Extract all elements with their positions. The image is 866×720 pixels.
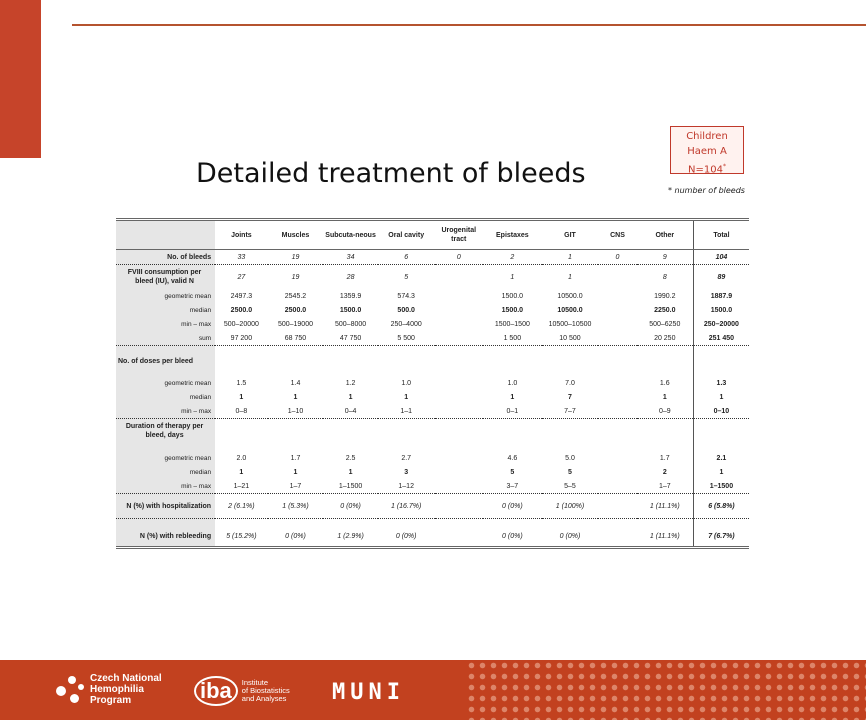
footer-band [0,660,866,720]
iba-logo [194,676,290,706]
cell: 2500.0 [284,306,307,314]
cell [435,390,484,404]
left-accent-bar [0,0,41,158]
cell: 47 750 [323,331,378,346]
cell: 0–1 [483,404,542,419]
cell-total: 1–1500 [693,479,749,494]
cell: 1 [293,468,298,476]
cell: 3 [404,468,409,476]
cell: 1–12 [378,479,435,494]
col-header: Other [637,220,694,250]
cell: 1.2 [345,379,356,387]
table-row [116,404,749,419]
cohort-line1: Children [686,131,728,142]
cell: 1.7 [290,454,301,462]
row-label: median [116,465,215,479]
cell: 1.4 [290,379,301,387]
cell: 28 [346,273,355,281]
chnp-line2: Hemophilia [90,683,144,695]
table-row [116,527,749,547]
cell: 1500.0 [339,306,362,314]
cell [435,265,484,290]
cell [598,451,636,465]
row-label: min – max [116,479,215,494]
cell: 1 [542,250,599,265]
row-label: geometric mean [116,451,215,465]
cell: 1359.9 [339,292,362,300]
table-row [116,289,749,303]
cell: 1–1500 [323,479,378,494]
cell: 1 (2.9%) [323,527,378,547]
cohort-line2: Haem A [687,146,727,157]
row-label: min – max [116,404,215,419]
bleeds-table [116,218,749,549]
cell: 1 [348,393,353,401]
cell [435,451,484,465]
footnote: * number of bleeds [668,186,745,195]
cell-total: 1887.9 [693,289,749,303]
cell: 1 [662,393,667,401]
cell: 500–8000 [335,320,367,328]
cell: 1–10 [268,404,324,419]
cell: 10 500 [542,331,599,346]
cell: 5–5 [542,479,599,494]
cell-total: 2.1 [693,451,749,465]
cell-total: 1 [693,465,749,479]
cell [435,376,484,390]
cell: 5.0 [565,454,575,462]
cell-total: 6 (5.8%) [693,494,749,519]
cell: 1 [239,393,244,401]
footer-dot-pattern [466,660,866,720]
cell: 1.6 [659,379,670,387]
cell: 5 [404,273,409,281]
cohort-box [670,126,744,174]
iba-line1: Institute [241,678,269,687]
cell [598,494,636,519]
cell: 1500.0 [501,292,524,300]
cell: 5 500 [378,331,435,346]
cell-total: 7 (6.7%) [693,527,749,547]
cell: 33 [215,250,268,265]
chnp-logo [56,672,162,706]
cell: 2497.3 [230,292,253,300]
cell: 8 [662,273,667,281]
cell: 7.0 [565,379,575,387]
row-label: min – max [116,317,215,331]
cell [598,390,636,404]
cell: 1–7 [637,479,694,494]
row-label: Duration of therapy per bleed, days [116,419,215,444]
cell [435,331,484,346]
chnp-line3: Program [90,694,132,706]
cell: 1–1 [378,404,435,419]
cell: 0 (0%) [378,527,435,547]
iba-mark: iba [194,676,238,706]
cell: 1 [568,273,572,281]
cell-total: 1.3 [693,376,749,390]
cell: 1 [348,468,353,476]
cell: 2545.2 [284,292,307,300]
cell: 2.7 [401,454,412,462]
row-label: No. of doses per bleed [116,354,215,368]
cell: 1 [239,468,244,476]
cell-total: 251 450 [693,331,749,346]
cell [598,289,636,303]
cell-total: 0–10 [693,404,749,419]
cell [598,376,636,390]
cell: 1 (11.1%) [637,494,694,519]
row-label: No. of bleeds [116,250,215,265]
cell [598,265,636,290]
table-row [116,331,749,346]
row-label: N (%) with rebleeding [116,527,215,547]
cell: 1.0 [401,379,412,387]
cell: 1 (100%) [542,494,599,519]
cell: 1 [510,273,515,281]
col-header: Muscles [268,220,324,250]
cell-total: 250–20000 [693,317,749,331]
table-row [116,419,749,444]
cell: 1.5 [236,379,247,387]
table-row [116,303,749,317]
iba-line3: and Analyses [241,694,287,703]
cell: 1.0 [507,379,518,387]
cell: 6 [378,250,435,265]
cell: 34 [323,250,378,265]
table-row [116,479,749,494]
cell [598,465,636,479]
cell: 0 (0%) [268,527,324,547]
row-label: median [116,390,215,404]
cell-total: 1500.0 [693,303,749,317]
slide-title: Detailed treatment of bleeds [196,158,586,189]
cell: 9 [637,250,694,265]
col-header: GIT [542,220,599,250]
cell: 2.0 [236,454,247,462]
cell-total: 89 [693,265,749,290]
col-header: CNS [598,220,636,250]
muni-logo: MUNI [332,680,405,705]
cell [598,331,636,346]
row-label: FVIII consumption per bleed (IU), valid N [116,265,215,290]
cell [598,527,636,547]
cell: 500–6250 [649,320,681,328]
cell: 2250.0 [654,306,676,314]
cell: 0 (0%) [483,494,542,519]
cell: 1 [510,393,515,401]
header-row [116,220,749,250]
row-label: geometric mean [116,376,215,390]
iba-line2: of Biostatistics [241,686,290,695]
cell: 2.5 [345,454,356,462]
row-label: sum [116,331,215,346]
cell: 27 [237,273,246,281]
chnp-molecule-icon [56,672,84,706]
table-row [116,265,749,290]
cell: 1500.0 [501,306,524,314]
cohort-line3: N=104 [688,164,723,176]
col-header-total: Total [693,220,749,250]
cell [435,527,484,547]
cell: 1990.2 [654,292,676,300]
cell: 7–7 [542,404,599,419]
cell [435,494,484,519]
col-header: Urogenital tract [435,220,484,250]
cohort-mark: * [722,163,726,170]
cell: 4.6 [507,454,518,462]
cell: 500.0 [397,306,415,314]
cell [435,303,484,317]
cell: 2 [662,468,667,476]
cell: 5 [510,468,515,476]
cell: 1 [404,393,409,401]
cell: 7 [568,393,572,401]
cell [435,465,484,479]
cell: 0 [598,250,636,265]
cell-total: 104 [693,250,749,265]
cell: 10500–10500 [548,320,592,328]
cell: 0 [435,250,484,265]
header-corner [116,220,215,250]
row-label: N (%) with hospitalization [116,494,215,519]
row-label: median [116,303,215,317]
cell [435,289,484,303]
cell: 1–7 [268,479,324,494]
table-row [116,494,749,519]
col-header: Epistaxes [483,220,542,250]
cell: 2500.0 [230,306,253,314]
cell: 0–9 [637,404,694,419]
cell: 10500.0 [557,292,583,300]
cell: 19 [291,273,300,281]
cell: 2 (6.1%) [215,494,268,519]
cell [435,404,484,419]
cell: 20 250 [637,331,694,346]
cell: 500–20000 [223,320,259,328]
cell [598,303,636,317]
cell: 0 (0%) [323,494,378,519]
col-header: Joints [215,220,268,250]
table-row [116,390,749,404]
col-header: Subcuta-neous [323,220,378,250]
cell: 0 (0%) [542,527,599,547]
cell-total: 1 [693,390,749,404]
cell: 1 [293,393,298,401]
top-rule [72,24,866,26]
table-row [116,451,749,465]
cell: 250–4000 [390,320,422,328]
cell: 3–7 [483,479,542,494]
table-row [116,317,749,331]
cell: 0–8 [215,404,268,419]
cell: 574.3 [397,292,415,300]
cell: 0–4 [323,404,378,419]
row-label: geometric mean [116,289,215,303]
cell: 500–19000 [277,320,313,328]
cell [435,479,484,494]
cell [598,479,636,494]
cell: 1 (11.1%) [637,527,694,547]
cell: 0 (0%) [483,527,542,547]
table-row [116,376,749,390]
cell: 1500–1500 [494,320,530,328]
table-row [116,354,749,368]
cell: 5 [568,468,572,476]
cell: 1.7 [659,454,670,462]
cell [598,317,636,331]
cell: 1 (5.3%) [268,494,324,519]
cell: 19 [268,250,324,265]
cell: 1 500 [483,331,542,346]
cell: 10500.0 [557,306,583,314]
col-header: Oral cavity [378,220,435,250]
cell [435,317,484,331]
cell: 2 [483,250,542,265]
table-row [116,250,749,265]
cell: 5 (15.2%) [215,527,268,547]
cell [598,404,636,419]
cell: 97 200 [215,331,268,346]
chnp-line1: Czech National [90,672,162,684]
cell: 1–21 [215,479,268,494]
cell: 68 750 [268,331,324,346]
table-row [116,465,749,479]
cell: 1 (16.7%) [378,494,435,519]
